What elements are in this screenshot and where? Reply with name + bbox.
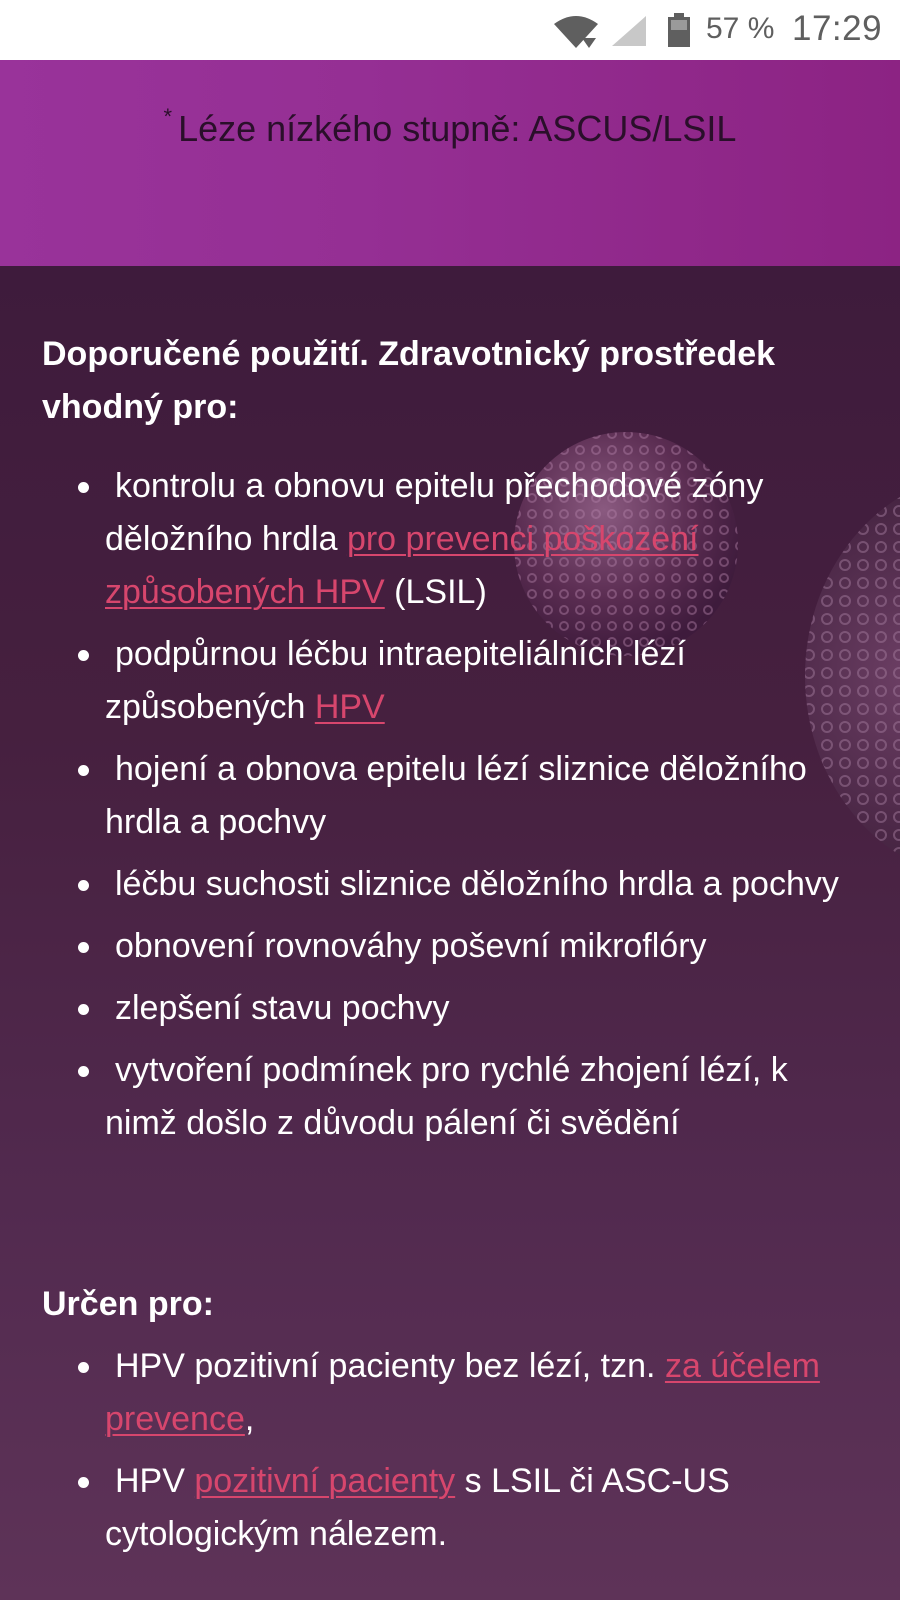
battery-percentage: 57 % <box>706 12 775 45</box>
recommended-use-heading: Doporučené použití. Zdravotnický prostředek vhodný pro: <box>42 335 776 426</box>
bullet <box>78 650 89 661</box>
list-item-text: HPV pozitivní pacienty bez lézí, tzn. <box>115 1347 665 1385</box>
list-item-text: hojení a obnova epitelu lézí sliznice děložního hrdla a pochvy <box>105 750 807 841</box>
bullet <box>78 942 89 953</box>
list-item <box>42 982 862 1035</box>
lesion-grade-note <box>0 104 900 150</box>
lesion-grade-text: Léze nízkého stupně: ASCUS/LSIL <box>178 108 737 149</box>
hpv-link[interactable]: HPV <box>314 688 385 726</box>
recommended-use-list <box>42 460 862 1159</box>
list-item <box>42 1340 862 1446</box>
bullet <box>78 1066 89 1077</box>
list-item <box>42 460 862 619</box>
list-item-text: podpůrnou léčbu intraepiteliálních lézí způsobených <box>105 635 686 726</box>
intended-for-list <box>42 1340 862 1570</box>
list-item-text: léčbu suchosti sliznice děložního hrdla a pochvy <box>115 865 839 903</box>
list-item <box>42 1455 862 1561</box>
list-item-text: , <box>244 1400 255 1438</box>
battery-icon <box>668 13 690 47</box>
bullet <box>78 482 89 493</box>
list-item-text: s LSIL či ASC-US cytologickým nálezem. <box>105 1462 730 1553</box>
list-item <box>42 858 862 911</box>
clock: 17:29 <box>792 9 883 48</box>
bullet <box>78 1362 89 1373</box>
list-item-text: kontrolu a obnovu epitelu přechodové zóny děložního hrdla <box>105 467 764 558</box>
list-item-text: obnovení rovnováhy poševní mikroflóry <box>115 927 707 965</box>
list-item-text: HPV <box>115 1462 195 1500</box>
wifi-icon <box>552 14 600 50</box>
list-item-text: (LSIL) <box>384 573 487 611</box>
list-item <box>42 743 862 849</box>
status-bar <box>0 0 900 60</box>
hpv-prevention-link[interactable]: pro prevenci poškození způsobených HPV <box>105 520 699 611</box>
list-item <box>42 1044 862 1150</box>
bullet <box>78 1477 89 1488</box>
intended-for-heading: Určen pro: <box>42 1285 214 1323</box>
list-item-text: vytvoření podmínek pro rychlé zhojení lézí, k nimž došlo z důvodu pálení či svědění <box>105 1051 788 1142</box>
list-item <box>42 628 862 734</box>
signal-icon <box>610 14 648 48</box>
header-band <box>0 60 900 266</box>
prevention-link[interactable]: za účelem prevence <box>105 1347 820 1438</box>
positive-patients-link[interactable]: pozitivní pacienty <box>194 1462 456 1500</box>
bullet <box>78 765 89 776</box>
list-item <box>42 920 862 973</box>
list-item-text: zlepšení stavu pochvy <box>115 989 450 1027</box>
bullet <box>78 1004 89 1015</box>
footnote-asterisk: * <box>163 104 173 129</box>
bullet <box>78 880 89 891</box>
